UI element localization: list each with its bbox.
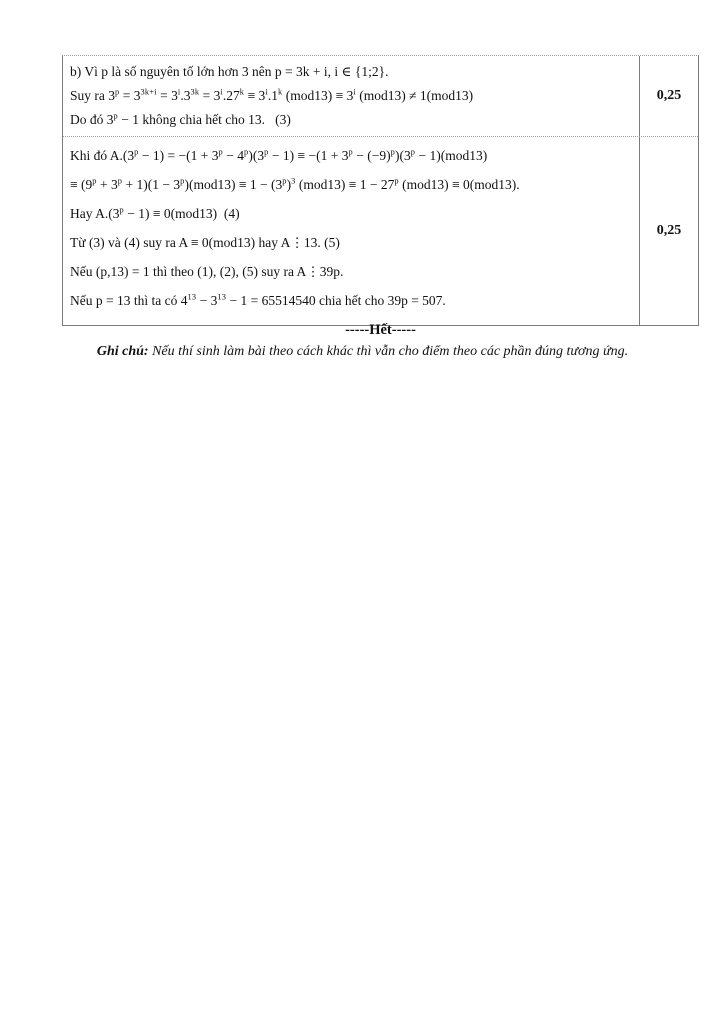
solution-line: Từ (3) và (4) suy ra A ≡ 0(mod13) hay A⋮13. (5) xyxy=(70,235,340,250)
solution-row-conclusion xyxy=(63,136,698,325)
solution-table xyxy=(62,55,699,326)
solution-line: Do đó $3^p - 1$ không chia hết cho 13. (3) xyxy=(70,111,291,127)
solution-text-cell xyxy=(63,137,639,325)
grading-note xyxy=(0,344,725,360)
grading-note-text: Nếu thí sinh làm bài theo cách khác thì vẫn cho điểm theo các phần đúng tương ứng. xyxy=(148,344,629,359)
solution-text-cell xyxy=(63,56,639,136)
solution-line: ≡ $(9^p + 3^p + 1)(1 - 3^p)(mod13) \equiv 1 - (3^p)^3$ $(mod13) \equiv 1 - 27^p$ (mod13) ≡ 0(mod13). xyxy=(70,176,520,192)
solution-row-part-b xyxy=(63,56,698,136)
solution-line: Khi đó $A.(3^p - 1) = -(1 + 3^p - 4^p)(3^p - 1) \equiv -(1 + 3^p - (-9)^p)(3^p - 1)(mod13)$ xyxy=(70,147,488,163)
solution-line: Nếu (p,13) = 1 thì theo (1), (2), (5) suy ra A⋮39p. xyxy=(70,264,344,279)
score-value: 0,25 xyxy=(656,223,682,238)
score-cell xyxy=(639,137,698,325)
solution-line: Nếu p = 13 thì ta có $4^{13} - 3^{13} - 1 = 65514540$ chia hết cho 39p = 507. xyxy=(70,292,446,308)
grading-note-label: Ghi chú: xyxy=(96,344,149,359)
score-value: 0,25 xyxy=(656,88,682,103)
solution-line: b) Vì p là số nguyên tố lớn hơn 3 nên p = 3k + i, i ∈ {1;2}. xyxy=(70,64,389,79)
solution-line: Suy ra $3^p = 3^{3k+i} = 3^i.3^{3k} = 3^i.27^k \equiv 3^i.1^k$ $(mod13) \equiv 3^i$ (mod13) ≠ 1(mod13) xyxy=(70,87,474,103)
score-cell xyxy=(639,56,698,136)
end-marker: -----Hết----- xyxy=(345,322,416,338)
solution-line: Hay $A.(3^p - 1) \equiv 0(mod13)$ (4) xyxy=(70,205,240,221)
